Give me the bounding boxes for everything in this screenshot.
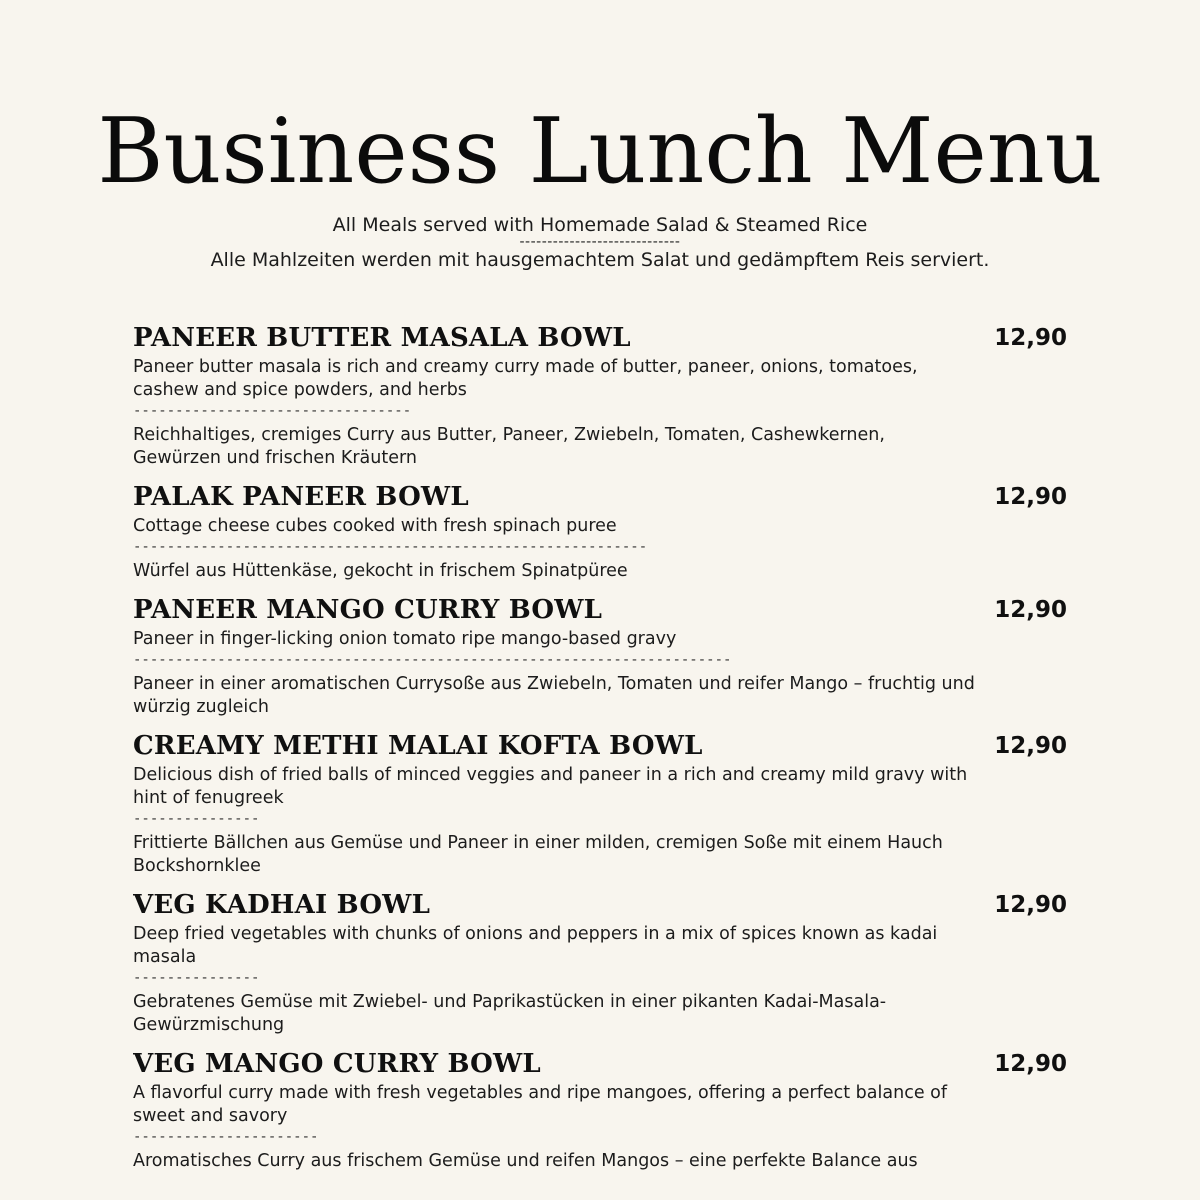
subtitle-german: Alle Mahlzeiten werden mit hausgemachtem Salat und gedämpftem Reis serviert. bbox=[210, 249, 990, 271]
page-title: Business Lunch Menu bbox=[97, 99, 1103, 204]
menu-item bbox=[133, 887, 1073, 1037]
item-description-de: Aromatisches Curry aus frischem Gemüse und reifen Mangos – eine perfekte Balance aus bbox=[133, 1151, 918, 1171]
item-separator: ------------------------------------------------------------- bbox=[133, 540, 648, 554]
subtitle-english: All Meals served with Homemade Salad & Steamed Rice bbox=[332, 214, 868, 236]
item-name: PALAK PANEER BOWL bbox=[133, 482, 469, 512]
item-name: VEG MANGO CURRY BOWL bbox=[133, 1049, 541, 1079]
item-description-en: Delicious dish of fried balls of minced veggies and paneer in a rich and creamy mild gravy with hint of fenugreek bbox=[133, 765, 968, 808]
item-separator: ----------------------------------------------------------------------- bbox=[133, 653, 732, 667]
item-price: 12,90 bbox=[994, 892, 1067, 918]
item-name: VEG KADHAI BOWL bbox=[133, 890, 431, 920]
item-description-de: Gebratenes Gemüse mit Zwiebel- und Paprikastücken in einer pikanten Kadai-Masala-Gewürzmischung bbox=[133, 992, 887, 1035]
menu-item bbox=[133, 1046, 1073, 1173]
item-description-en: Paneer in finger-licking onion tomato ripe mango-based gravy bbox=[133, 629, 677, 649]
item-description-en: A flavorful curry made with fresh vegetables and ripe mangoes, offering a perfect balance of sweet and savory bbox=[133, 1083, 948, 1126]
item-price: 12,90 bbox=[994, 733, 1067, 759]
menu-item bbox=[133, 320, 1073, 470]
item-separator: --------------- bbox=[133, 971, 260, 985]
item-description-de: Würfel aus Hüttenkäse, gekocht in frischem Spinatpüree bbox=[133, 561, 628, 581]
subtitle-separator: ----------------------------- bbox=[519, 234, 681, 250]
menu-item bbox=[133, 592, 1073, 719]
item-name: PANEER BUTTER MASALA BOWL bbox=[133, 323, 631, 353]
item-description-en: Deep fried vegetables with chunks of onions and peppers in a mix of spices known as kadai masala bbox=[133, 924, 938, 967]
item-description-en: Cottage cheese cubes cooked with fresh spinach puree bbox=[133, 516, 617, 536]
item-description-de: Reichhaltiges, cremiges Curry aus Butter, Paneer, Zwiebeln, Tomaten, Cashewkernen, Gewürzen und frischen Kräutern bbox=[133, 425, 885, 468]
item-description-de: Frittierte Bällchen aus Gemüse und Paneer in einer milden, cremigen Soße mit einem Hauch Bockshornklee bbox=[133, 833, 943, 876]
item-description-en: Paneer butter masala is rich and creamy curry made of butter, paneer, onions, tomatoes, cashew and spice powders, and herbs bbox=[133, 357, 918, 400]
item-price: 12,90 bbox=[994, 597, 1067, 623]
item-description-de: Paneer in einer aromatischen Currysoße aus Zwiebeln, Tomaten und reifer Mango – fruchtig und würzig zugleich bbox=[133, 674, 975, 717]
menu-item bbox=[133, 479, 1073, 583]
item-separator: --------------------------------- bbox=[133, 404, 412, 418]
item-price: 12,90 bbox=[994, 325, 1067, 351]
item-separator: --------------- bbox=[133, 812, 260, 826]
menu-item bbox=[133, 728, 1073, 878]
item-name: CREAMY METHI MALAI KOFTA BOWL bbox=[133, 731, 703, 761]
item-price: 12,90 bbox=[994, 484, 1067, 510]
item-separator: ---------------------- bbox=[133, 1130, 319, 1144]
menu-items-list bbox=[133, 320, 1073, 1182]
item-price: 12,90 bbox=[994, 1051, 1067, 1077]
item-name: PANEER MANGO CURRY BOWL bbox=[133, 595, 603, 625]
